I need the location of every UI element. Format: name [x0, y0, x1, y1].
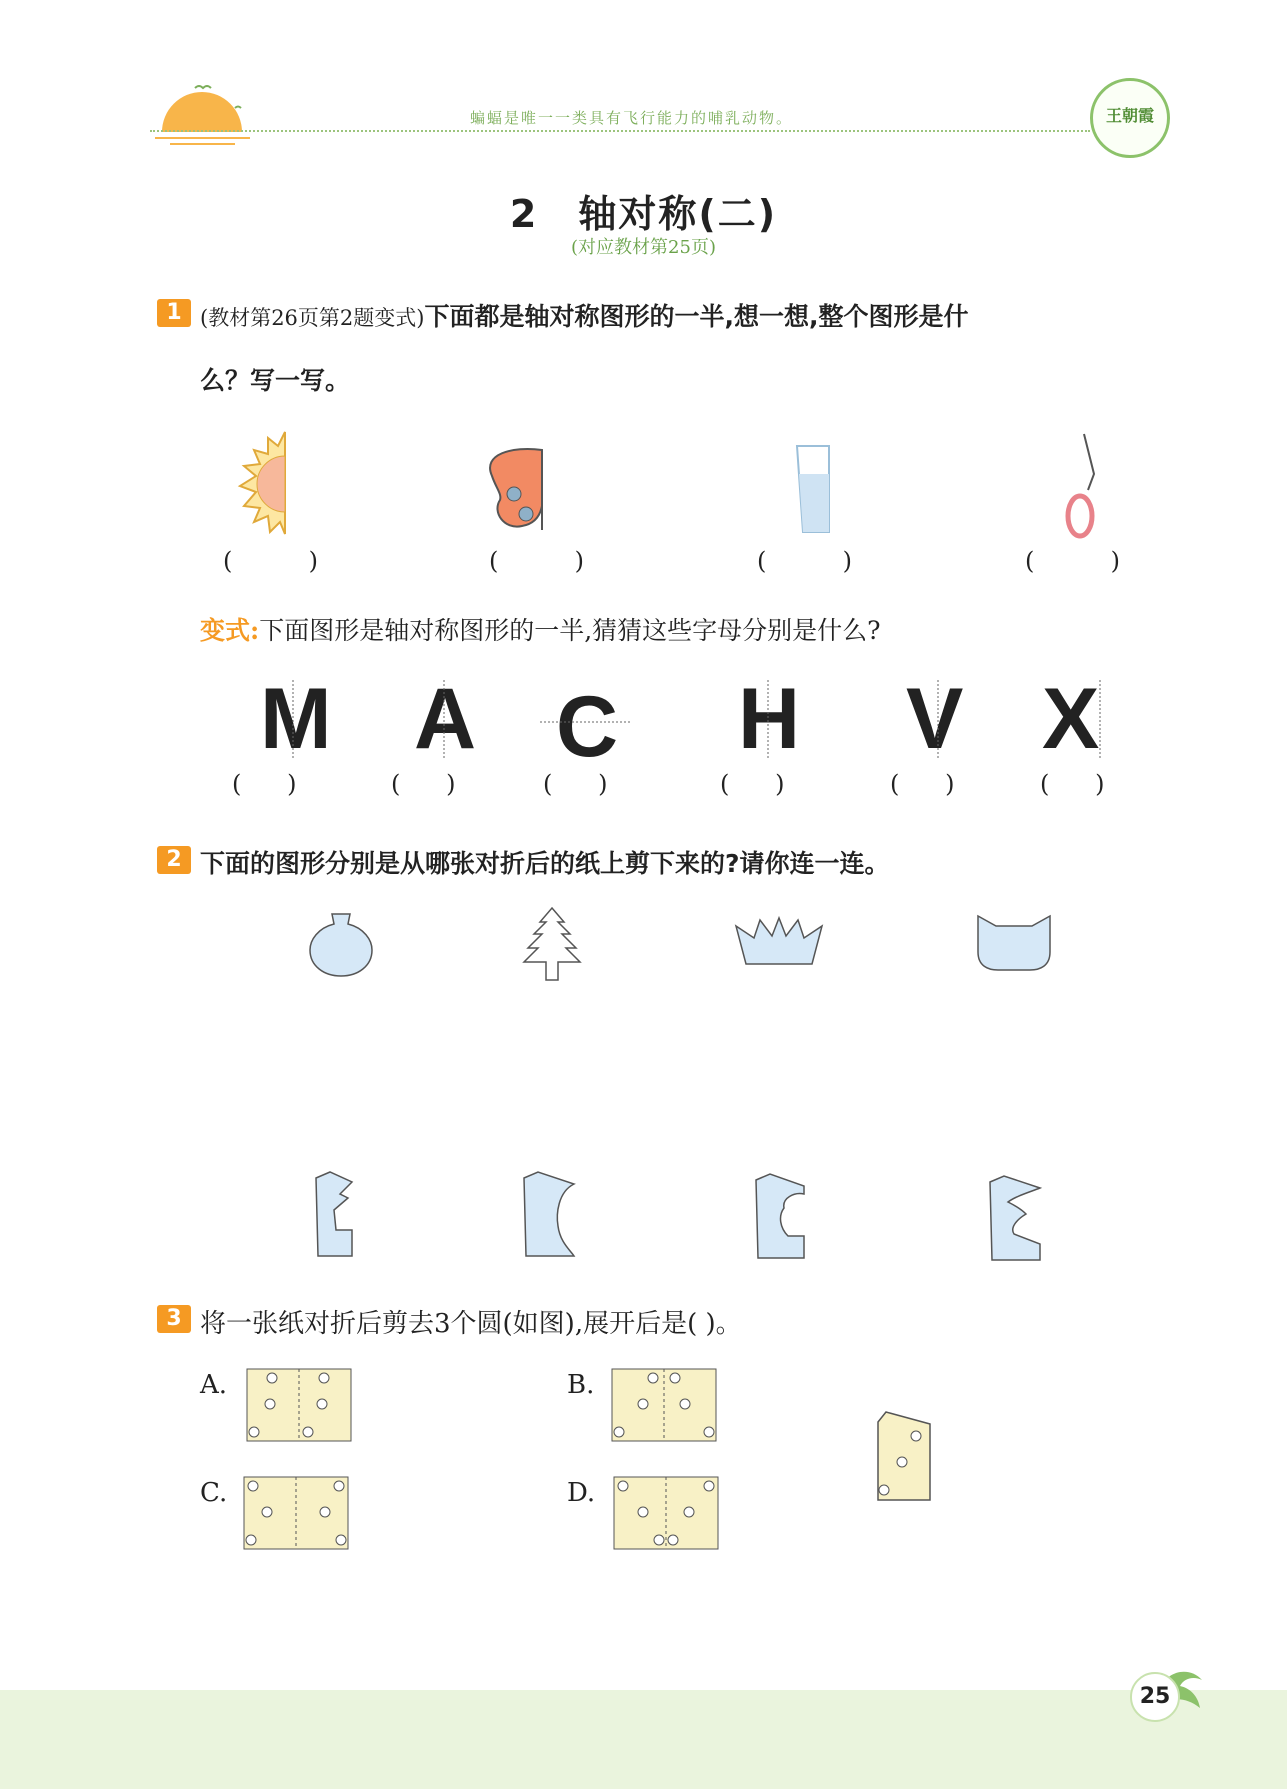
- vase-shape[interactable]: [306, 910, 376, 980]
- question-2-text: 下面的图形分别是从哪张对折后的纸上剪下来的?请你连一连。: [200, 849, 890, 878]
- grass-shape[interactable]: [732, 916, 826, 972]
- half-letter-x: X: [1042, 671, 1100, 767]
- half-scissors-icon: [1058, 430, 1108, 540]
- question-1-ref: (教材第26页第2题变式): [200, 306, 425, 330]
- letter-answer-blank[interactable]: ( ): [890, 770, 955, 798]
- letter-axis: [937, 680, 940, 760]
- question-2-number: 2: [157, 846, 191, 874]
- folded-paper-leaf[interactable]: [986, 1174, 1046, 1264]
- page-title: 2 轴对称(二): [509, 192, 778, 236]
- option-a-label[interactable]: A.: [200, 1370, 228, 1400]
- letter-answer-blank[interactable]: ( ): [720, 770, 785, 798]
- q1-answer-blank[interactable]: ( ): [757, 547, 853, 575]
- option-c-label[interactable]: C.: [200, 1478, 228, 1508]
- logo-text: 王朝霞: [1105, 106, 1154, 125]
- option-b-paper[interactable]: [611, 1368, 717, 1442]
- question-1-line2: 么？写一写。: [200, 366, 351, 395]
- letter-axis: [1099, 680, 1102, 760]
- letter-axis: [443, 680, 446, 760]
- variant-label: 变式:: [200, 616, 260, 645]
- option-d-label[interactable]: D.: [567, 1478, 596, 1508]
- question-3-text: 将一张纸对折后剪去3个圆(如图),展开后是( )。: [200, 1309, 742, 1339]
- logo-badge: [1090, 78, 1170, 158]
- half-letter-a: A: [414, 671, 477, 767]
- header-divider: [150, 130, 1090, 132]
- variant-question: 下面图形是轴对称图形的一半,猜猜这些字母分别是什么?: [259, 616, 881, 645]
- question-1-number: 1: [157, 299, 191, 327]
- q1-answer-blank[interactable]: ( ): [223, 547, 319, 575]
- question-3-number: 3: [157, 1305, 191, 1333]
- letter-answer-blank[interactable]: ( ): [391, 770, 456, 798]
- half-cup-icon: [793, 440, 833, 536]
- question-1-line1: 下面都是轴对称图形的一半,想一想,整个图形是什: [424, 302, 969, 331]
- folded-paper-arc[interactable]: [520, 1170, 576, 1260]
- q1-answer-blank[interactable]: ( ): [1025, 547, 1121, 575]
- letter-answer-blank[interactable]: ( ): [232, 770, 297, 798]
- letter-axis: [767, 680, 770, 760]
- half-letter-h: H: [738, 671, 801, 767]
- q1-answer-blank[interactable]: ( ): [489, 547, 585, 575]
- header-tip: 蝙蝠是唯一一类具有飞行能力的哺乳动物。: [470, 109, 794, 127]
- option-b-label[interactable]: B.: [567, 1370, 595, 1400]
- option-a-paper[interactable]: [246, 1368, 352, 1442]
- sunset-icon: [150, 78, 250, 148]
- tree-shape[interactable]: [520, 906, 584, 982]
- variant-text: [200, 611, 881, 647]
- option-d-paper[interactable]: [613, 1476, 719, 1550]
- letter-axis: [292, 680, 295, 760]
- half-letter-m: M: [260, 671, 332, 767]
- half-letter-c: C: [556, 679, 619, 775]
- folded-paper-with-holes: [876, 1410, 932, 1502]
- cat-head-shape[interactable]: [974, 912, 1054, 974]
- option-c-paper[interactable]: [243, 1476, 349, 1550]
- page-number: 25: [1130, 1672, 1180, 1722]
- folded-paper-zigzag[interactable]: [312, 1170, 368, 1260]
- folded-paper-cat[interactable]: [752, 1172, 810, 1262]
- half-sun-icon: [230, 428, 290, 538]
- page-subtitle: (对应教材第25页): [571, 237, 716, 258]
- letter-answer-blank[interactable]: ( ): [1040, 770, 1105, 798]
- half-butterfly-icon: [482, 446, 552, 536]
- half-letter-v: V: [906, 671, 964, 767]
- footer-band: [0, 1690, 1287, 1789]
- letter-answer-blank[interactable]: ( ): [543, 770, 608, 798]
- question-1-text: [200, 297, 968, 333]
- letter-axis: [540, 721, 630, 724]
